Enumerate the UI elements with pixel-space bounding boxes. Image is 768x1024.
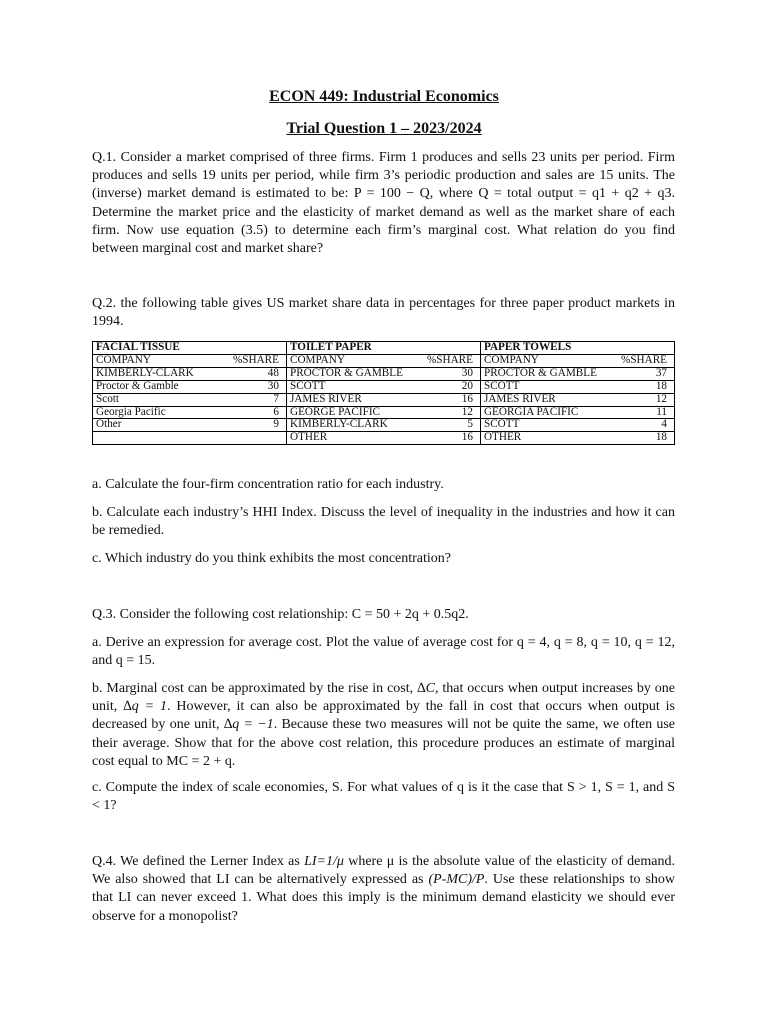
market-share: 12 [611,393,674,406]
question-3a: a. Derive an expression for average cost. Plot the value of average cost for q = 4, q = 8, q = 10, q = 12, and q = 15. [92,635,675,669]
market-share: 6 [223,406,286,419]
company-name: Proctor & Gamble [93,380,224,393]
share-column-header: %SHARE [611,354,674,367]
market-share: 30 [417,367,480,380]
company-name: GEORGIA PACIFIC [480,406,611,419]
market-share: 20 [417,380,480,393]
company-name: KIMBERLY-CLARK [93,367,224,380]
q4-text-2: where μ is the absolute value of the elasticity of demand. We also showed that LI can be alternatively expressed as [92,854,675,888]
question-2a: a. Calculate the four-firm concentration ratio for each industry. [92,477,444,492]
market-share: 18 [611,380,674,393]
company-name: SCOTT [480,419,611,432]
question-4 [92,853,675,926]
question-2c: c. Which industry do you think exhibits the most concentration? [92,551,452,566]
company-name: Georgia Pacific [93,406,224,419]
market-share: 48 [223,367,286,380]
table-row [93,380,675,393]
market-share: 12 [417,406,480,419]
company-column-header: COMPANY [93,354,224,367]
market-share [223,432,286,445]
market-share: 9 [223,419,286,432]
q3b-text-1: b. Marginal cost can be approximated by the rise in cost, [92,681,418,696]
market-share: 5 [417,419,480,432]
q3b-text-2: , that occurs when output increases by one unit, [92,681,675,715]
company-name: Other [93,419,224,432]
market-header: FACIAL TISSUE [93,342,287,355]
q3b-text-3: . However, it can also be approximated by the fall in cost that occurs when output is decreased by one unit, [92,699,676,733]
market-share: 37 [611,367,674,380]
q3b-delta-c: ∆C [417,681,435,696]
company-column-header: COMPANY [480,354,611,367]
question-2-intro: Q.2. the following table gives US market share data in percentages for three paper product markets in 1994. [92,296,675,330]
share-column-header: %SHARE [223,354,286,367]
q4-markup-formula: (P-MC)/P [428,872,485,888]
company-name: OTHER [480,432,611,445]
market-header: TOILET PAPER [286,342,480,355]
table-market-header-row [93,342,675,355]
course-title: ECON 449: Industrial Economics [269,88,499,105]
company-name [93,432,224,445]
market-share: 16 [417,393,480,406]
company-name: OTHER [286,432,417,445]
market-share-table [92,341,675,445]
question-3b [92,680,675,771]
company-column-header: COMPANY [286,354,417,367]
q4-lerner-formula: LI=1/μ [304,854,344,869]
table-row [93,432,675,445]
question-3c: c. Compute the index of scale economies, S. For what values of q is it the case that S > 1, S = 1, and S < 1? [92,780,675,814]
table-row [93,393,675,406]
market-share: 7 [223,393,286,406]
company-name: KIMBERLY-CLARK [286,419,417,432]
q3b-delta-q-minus: ∆q = −1 [223,717,274,733]
market-share: 30 [223,380,286,393]
question-1: Q.1. Consider a market comprised of three firms. Firm 1 produces and sells 23 units per period. Firm produces and sells 19 units per period, while firm 3’s periodic production and sales are 15 units. The (inverse) market demand is estimated to be: P = 100 − Q, where Q = total output = q1 + q2 + q3. Determine the market price and the elasticity of market demand as well as the market share of each firm. Now use equation (3.5) to determine each firm’s marginal cost. What relation do you find between marginal cost and market share? [92,150,675,257]
share-column-header: %SHARE [417,354,480,367]
market-share-table-body [93,342,675,445]
question-2b: b. Calculate each industry’s HHI Index. Discuss the level of inequality in the industries and how it can be remedied. [92,505,675,539]
company-name: PROCTOR & GAMBLE [480,367,611,380]
company-name: JAMES RIVER [286,393,417,406]
table-column-header-row [93,354,675,367]
table-row [93,367,675,380]
question-3: Q.3. Consider the following cost relationship: C = 50 + 2q + 0.5q2. [92,607,469,622]
market-share: 4 [611,419,674,432]
company-name: GEORGE PACIFIC [286,406,417,419]
q4-text-3: . Use these relationships to show that LI can never exceed 1. What does this imply is the minimum demand elasticity we should ever observe for a monopolist? [92,872,676,924]
q4-text-1: Q.4. We defined the Lerner Index as [92,854,305,869]
document-subtitle: Trial Question 1 – 2023/2024 [286,120,482,137]
company-name: PROCTOR & GAMBLE [286,367,417,380]
company-name: Scott [93,393,224,406]
company-name: JAMES RIVER [480,393,611,406]
company-name: SCOTT [480,380,611,393]
market-share: 16 [417,432,480,445]
table-row [93,419,675,432]
company-name: SCOTT [286,380,417,393]
q3b-text-4: . Because these two measures will not be quite the same, we often use their average. Show that for the above cost relation, this procedure produces an estimate of marginal cost equal to MC = 2 + q. [92,717,675,769]
q3b-delta-q-plus: ∆q = 1 [123,699,167,715]
table-row [93,406,675,419]
market-share: 11 [611,406,674,419]
market-header: PAPER TOWELS [480,342,674,355]
market-share: 18 [611,432,674,445]
